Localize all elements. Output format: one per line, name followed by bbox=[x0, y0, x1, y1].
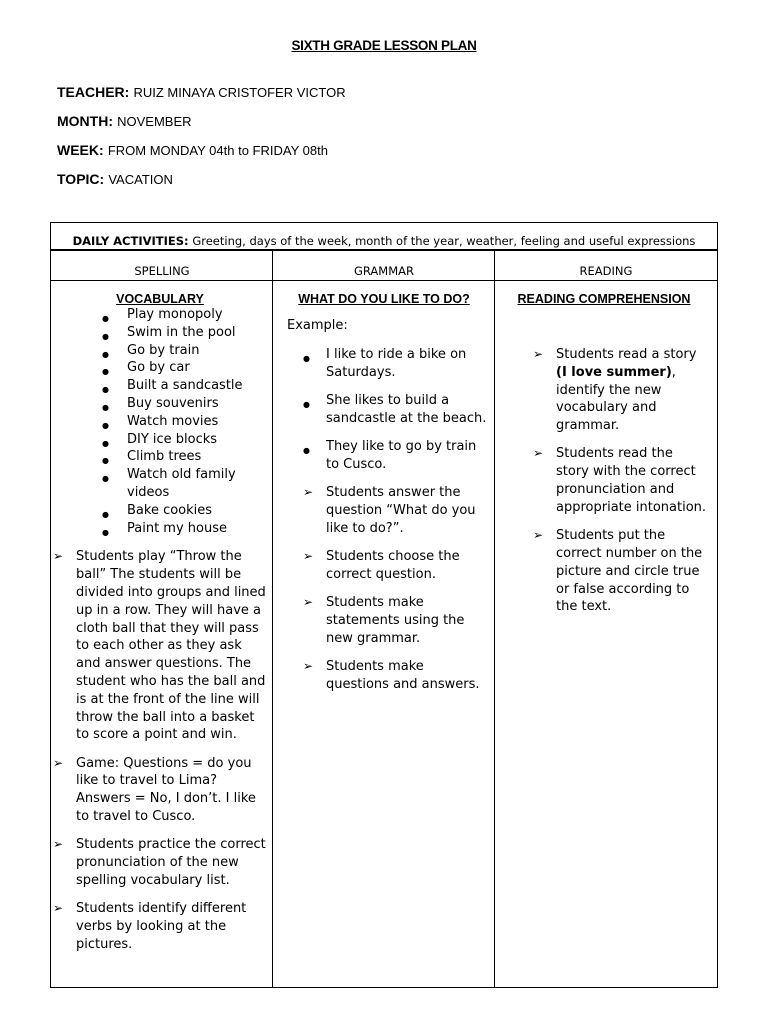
list-item: ● Climb trees bbox=[51, 448, 273, 466]
teacher-label: TEACHER: bbox=[57, 84, 130, 100]
grammar-column bbox=[273, 281, 495, 987]
arrow-bullet-icon: ➢ bbox=[533, 347, 544, 361]
arrow-bullet-icon: ➢ bbox=[303, 485, 314, 500]
spelling-column bbox=[51, 281, 273, 987]
month-line bbox=[57, 113, 192, 130]
list-item: ● They like to go by train to Cusco. bbox=[303, 438, 477, 472]
topic-label: TOPIC: bbox=[57, 171, 105, 187]
bullet-dot-icon: ● bbox=[303, 353, 310, 363]
list-item: ● Go by car bbox=[51, 359, 273, 377]
bullet-dot-icon: ● bbox=[102, 349, 109, 359]
list-item: ● Buy souvenirs bbox=[51, 395, 273, 413]
list-item: ● Go by train bbox=[51, 342, 273, 360]
month-value: NOVEMBER bbox=[117, 114, 192, 129]
bullet-dot-icon: ● bbox=[303, 445, 310, 455]
arrow-bullet-icon: ➢ bbox=[303, 548, 314, 563]
list-item: ➢ Students identify different verbs by looking at the pictures. bbox=[53, 901, 247, 952]
bullet-dot-icon: ● bbox=[102, 367, 109, 377]
list-item: ➢ Students play “Throw the ball” The students will be divided into groups and lined up in a row. They will have a cloth ball that they will pass to each other as they ask and answer questions. The student who has the ball and is at the front of the line will throw the ball into a basket to score a point and win. bbox=[53, 549, 266, 743]
header-reading: READING bbox=[495, 251, 717, 281]
arrow-bullet-icon: ➢ bbox=[53, 549, 64, 564]
bullet-dot-icon: ● bbox=[102, 331, 109, 341]
bullet-dot-icon: ● bbox=[102, 385, 109, 395]
list-item: ➢ Students choose the correct question. bbox=[303, 548, 460, 582]
header-grammar: GRAMMAR bbox=[273, 251, 495, 281]
teacher-line bbox=[57, 84, 346, 101]
vocabulary-title: VOCABULARY bbox=[116, 292, 204, 306]
list-item: ➢ Students make questions and answers. bbox=[303, 658, 480, 692]
bullet-dot-icon: ● bbox=[102, 456, 109, 466]
reading-title: READING COMPREHENSION bbox=[517, 292, 691, 306]
document-title: SIXTH GRADE LESSON PLAN bbox=[291, 38, 477, 53]
daily-activities-row bbox=[51, 223, 717, 251]
bullet-dot-icon: ● bbox=[102, 527, 109, 537]
grammar-title: WHAT DO YOU LIKE TO DO? bbox=[298, 292, 470, 306]
list-item: ● She likes to build a sandcastle at the beach. bbox=[303, 392, 487, 426]
header-spelling: SPELLING bbox=[51, 251, 273, 281]
bullet-dot-icon: ● bbox=[102, 402, 109, 412]
week-label: WEEK: bbox=[57, 142, 104, 158]
arrow-bullet-icon: ➢ bbox=[303, 595, 314, 610]
arrow-bullet-icon: ➢ bbox=[303, 658, 314, 673]
bullet-dot-icon: ● bbox=[102, 438, 109, 448]
daily-activities-text: Greeting, days of the week, month of the year, weather, feeling and useful expressions bbox=[192, 234, 696, 248]
list-item: ● Paint my house bbox=[51, 520, 273, 538]
grammar-examples-list bbox=[273, 346, 495, 474]
list-item: ➢ Students answer the question “What do you like to do?”. bbox=[303, 485, 476, 536]
spelling-activities-list bbox=[51, 548, 273, 953]
topic-line bbox=[57, 171, 173, 188]
month-label: MONTH: bbox=[57, 113, 113, 129]
list-item: ● Built a sandcastle bbox=[51, 377, 273, 395]
vocabulary-list bbox=[51, 306, 273, 537]
arrow-bullet-icon: ➢ bbox=[53, 901, 64, 916]
teacher-value: RUIZ MINAYA CRISTOFER VICTOR bbox=[133, 85, 346, 100]
example-label: Example: bbox=[287, 318, 348, 333]
list-item: ● Watch movies bbox=[51, 413, 273, 431]
list-item: ➢ Students make statements using the new grammar. bbox=[303, 595, 465, 646]
list-item: ● Play monopoly bbox=[51, 306, 273, 324]
week-line bbox=[57, 142, 328, 159]
list-item: ➢ Students practice the correct pronunciation of the new spelling vocabulary list. bbox=[53, 837, 266, 888]
reading-column bbox=[495, 281, 717, 987]
bullet-dot-icon: ● bbox=[102, 474, 109, 484]
bullet-dot-icon: ● bbox=[102, 420, 109, 430]
list-item: ● DIY ice blocks bbox=[51, 431, 273, 449]
bullet-dot-icon: ● bbox=[303, 399, 310, 409]
arrow-bullet-icon: ➢ bbox=[533, 446, 544, 461]
list-item: ➢ Students read the story with the correct pronunciation and appropriate intonation. bbox=[533, 446, 707, 515]
bullet-dot-icon: ● bbox=[102, 509, 109, 519]
arrow-bullet-icon: ➢ bbox=[533, 528, 544, 543]
list-item: ➢ Game: Questions = do you like to travel to Lima? Answers = No, I don’t. I like to travel to Cusco. bbox=[53, 755, 256, 825]
list-item: ● I like to ride a bike on Saturdays. bbox=[303, 346, 467, 380]
topic-value: VACATION bbox=[108, 172, 173, 187]
bullet-dot-icon: ● bbox=[102, 314, 109, 323]
week-value: FROM MONDAY 04th to FRIDAY 08th bbox=[107, 143, 328, 158]
lesson-table bbox=[50, 222, 718, 988]
list-item: ● Watch old family videos bbox=[102, 467, 236, 500]
list-item: ➢ Students read a story (I love summer), identify the new vocabulary and grammar. bbox=[533, 347, 697, 434]
grammar-activities-list bbox=[273, 484, 495, 693]
list-item: ➢ Students put the correct number on the picture and circle true or false according to the text. bbox=[533, 528, 703, 615]
list-item: ● Bake cookies bbox=[51, 502, 273, 520]
arrow-bullet-icon: ➢ bbox=[53, 755, 64, 770]
list-item: ● Swim in the pool bbox=[51, 324, 273, 342]
arrow-bullet-icon: ➢ bbox=[53, 837, 64, 852]
reading-activities-list bbox=[495, 346, 717, 616]
daily-activities-label: DAILY ACTIVITIES: bbox=[72, 234, 189, 248]
